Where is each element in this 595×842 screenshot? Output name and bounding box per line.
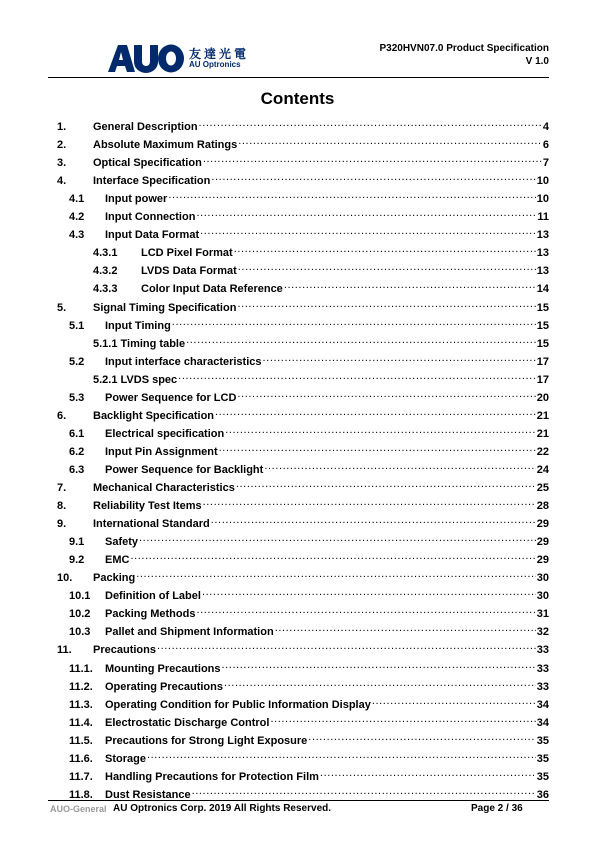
toc-entry-title: Mechanical Characteristics (93, 482, 235, 494)
toc-leader-dots (224, 676, 536, 690)
toc-entry[interactable] (57, 513, 549, 531)
toc-entry-page: 30 (536, 590, 549, 603)
toc-entry-number: 2. (57, 139, 67, 152)
toc-leader-dots (320, 766, 536, 780)
logo-english-name: AU Optronics (189, 60, 241, 69)
toc-entry[interactable] (57, 170, 549, 188)
toc-entry-page: 11 (537, 211, 549, 224)
toc-entry-number: 11.6. (69, 752, 93, 765)
toc-entry-page: 30 (536, 572, 549, 585)
toc-entry-page: 36 (536, 788, 549, 801)
toc-entry-title: Optical Specification (93, 157, 202, 170)
toc-entry[interactable] (57, 405, 549, 422)
toc-entry-page: 6 (542, 139, 549, 152)
toc-leader-dots (196, 206, 536, 220)
toc-entry-title: Operating Condition for Public Information Display (105, 698, 371, 711)
toc-entry-number: 6.2 (69, 445, 85, 458)
toc-entry-number: 5.1 (69, 319, 85, 332)
toc-entry-number: 4.3.2 (93, 265, 118, 278)
toc-entry-page: 29 (536, 554, 549, 567)
toc-entry-number: 11.4. (69, 716, 93, 729)
toc-entry-title: LVDS Data Format (141, 265, 237, 278)
toc-entry[interactable] (69, 549, 549, 567)
toc-entry-number: 10. (57, 572, 73, 585)
toc-leader-dots (225, 423, 536, 437)
toc-entry-title: Mounting Precautions (105, 662, 221, 675)
toc-entry-page: 10 (536, 193, 549, 206)
toc-entry[interactable] (69, 621, 549, 639)
toc-leader-dots (270, 712, 535, 726)
toc-leader-dots (308, 730, 535, 744)
toc-entry-number: 10.2 (69, 608, 91, 621)
toc-entry[interactable] (69, 188, 549, 206)
toc-entry[interactable] (69, 315, 549, 332)
toc-leader-dots (139, 531, 536, 545)
toc-entry[interactable] (57, 134, 549, 152)
toc-entry[interactable] (69, 206, 549, 224)
auo-logo (108, 42, 184, 76)
toc-entry-number: 3. (57, 157, 67, 170)
toc-entry[interactable] (93, 260, 549, 278)
toc-entry-page: 32 (536, 626, 549, 639)
toc-leader-dots (157, 639, 536, 653)
toc-entry-title: Precautions for Strong Light Exposure (105, 734, 308, 747)
toc-entry-page: 13 (536, 247, 549, 260)
toc-entry-page: 17 (536, 373, 549, 386)
toc-entry[interactable] (69, 351, 549, 368)
document-title: P320HVN07.0 Product Specification (379, 43, 549, 54)
toc-entry-number: 9.1 (69, 536, 85, 549)
toc-entry[interactable] (93, 242, 549, 260)
toc-entry-page: 25 (536, 482, 549, 494)
toc-entry-page: 20 (536, 391, 549, 404)
toc-leader-dots (199, 116, 542, 130)
toc-leader-dots (178, 369, 536, 383)
toc-entry-title: LCD Pixel Format (141, 247, 233, 260)
footer-divider (48, 800, 549, 801)
toc-entry[interactable] (93, 333, 549, 350)
toc-entry-page: 28 (536, 500, 549, 513)
toc-leader-dots (172, 315, 536, 329)
toc-entry-number: 4.1 (69, 193, 85, 206)
logo-chinese-name: 友達光電 (189, 47, 250, 61)
document-version: V 1.0 (525, 56, 549, 67)
toc-entry-number: 5. (57, 301, 67, 314)
toc-entry-page: 4 (542, 121, 549, 133)
toc-entry-page: 35 (536, 770, 549, 783)
toc-entry-page: 33 (536, 644, 549, 657)
toc-entry[interactable] (57, 116, 549, 133)
toc-entry[interactable] (57, 567, 549, 585)
footer-page-number: Page 2 / 36 (471, 803, 523, 814)
toc-entry-page: 29 (536, 518, 549, 531)
toc-entry-page: 17 (536, 355, 549, 368)
toc-entry-title: Input Pin Assignment (105, 445, 218, 458)
toc-entry[interactable] (69, 658, 549, 675)
toc-entry[interactable] (57, 477, 549, 494)
toc-entry[interactable] (69, 459, 549, 476)
toc-entry-number: 9. (57, 518, 67, 531)
toc-entry-page: 31 (536, 608, 549, 621)
toc-entry-page: 14 (536, 283, 549, 296)
toc-entry-number: 4.3 (69, 229, 85, 242)
toc-entry-number: 8. (57, 500, 67, 513)
toc-entry[interactable] (69, 676, 549, 693)
toc-leader-dots (203, 152, 542, 166)
footer-copyright: AU Optronics Corp. 2019 All Rights Reserved. (113, 803, 332, 814)
toc-entry-page: 29 (536, 536, 549, 549)
toc-entry-title: Reliability Test Items (93, 500, 202, 513)
toc-entry-number: 11.8. (69, 788, 93, 801)
toc-entry-title: 5.2.1 LVDS spec (93, 373, 178, 386)
toc-entry-page: 21 (536, 427, 549, 440)
toc-entry-number: 4.3.1 (93, 247, 118, 260)
toc-entry-page: 35 (536, 752, 549, 765)
toc-entry[interactable] (69, 531, 549, 549)
toc-leader-dots (236, 477, 536, 491)
toc-leader-dots (192, 784, 536, 798)
toc-entry-title: Safety (105, 536, 139, 549)
toc-entry[interactable] (69, 784, 549, 801)
toc-entry[interactable] (69, 423, 549, 440)
toc-entry-title: Power Sequence for LCD (105, 391, 237, 404)
header-divider (48, 77, 549, 78)
toc-entry-number: 11.2. (69, 680, 93, 693)
toc-leader-dots (284, 278, 536, 292)
toc-leader-dots (238, 134, 542, 148)
toc-entry-number: 11.1. (69, 662, 93, 675)
toc-leader-dots (219, 441, 536, 455)
toc-entry-page: 15 (536, 337, 549, 350)
toc-entry[interactable] (69, 712, 549, 729)
toc-entry-title: Power Sequence for Backlight (105, 463, 264, 476)
toc-entry-number: 11. (57, 644, 72, 657)
toc-entry-title: Backlight Specification (93, 409, 215, 422)
toc-entry-title: Definition of Label (105, 590, 201, 603)
toc-entry-number: 5.2 (69, 355, 85, 368)
toc-leader-dots (237, 297, 535, 311)
toc-entry[interactable] (93, 278, 549, 296)
toc-leader-dots (215, 405, 536, 419)
toc-entry-number: 4.2 (69, 211, 85, 224)
toc-leader-dots (203, 495, 536, 509)
toc-entry-title: Pallet and Shipment Information (105, 626, 274, 639)
toc-entry-number: 9.2 (69, 554, 85, 567)
footer-classification: AUO-General (50, 804, 107, 814)
toc-leader-dots (222, 658, 536, 672)
toc-entry-title: EMC (105, 554, 130, 567)
toc-entry-number: 4. (57, 175, 67, 188)
toc-entry-title: Signal Timing Specification (93, 301, 237, 314)
toc-entry-title: 5.1.1 Timing table (93, 337, 186, 350)
contents-heading: Contents (260, 89, 335, 108)
toc-leader-dots (130, 549, 535, 563)
toc-leader-dots (200, 224, 536, 238)
toc-entry[interactable] (69, 387, 549, 404)
toc-leader-dots (234, 242, 536, 256)
toc-entry-number: 5.3 (69, 391, 85, 404)
toc-entry-title: Operating Precautions (105, 680, 223, 693)
toc-entry-title: Packing Methods (105, 608, 196, 621)
toc-entry-page: 15 (536, 301, 549, 314)
toc-entry-page: 13 (536, 265, 549, 278)
toc-entry-number: 11.5. (69, 734, 93, 747)
toc-entry-title: Input power (105, 193, 168, 206)
toc-entry-page: 24 (536, 463, 549, 476)
toc-leader-dots (264, 459, 535, 473)
toc-entry[interactable] (69, 766, 549, 783)
toc-entry-title: Color Input Data Reference (141, 283, 283, 296)
toc-entry-title: International Standard (93, 518, 210, 531)
toc-entry-page: 7 (542, 157, 549, 170)
toc-entry-number: 6.3 (69, 463, 85, 476)
toc-entry[interactable] (93, 369, 549, 386)
toc-leader-dots (211, 513, 536, 527)
toc-entry-number: 11.7. (69, 770, 93, 783)
toc-entry[interactable] (69, 748, 549, 765)
toc-entry-page: 34 (536, 698, 549, 711)
toc-leader-dots (275, 621, 536, 635)
toc-entry-number: 7. (57, 482, 67, 494)
toc-entry[interactable] (69, 603, 549, 621)
toc-entry[interactable] (69, 730, 549, 747)
toc-entry-number: 10.3 (69, 626, 91, 639)
toc-leader-dots (147, 748, 536, 762)
toc-entry-number: 6. (57, 409, 67, 422)
toc-entry-page: 34 (536, 716, 549, 729)
toc-entry-page: 15 (536, 319, 549, 332)
toc-entry-title: Handling Precautions for Protection Film (105, 770, 319, 783)
toc-leader-dots (263, 351, 536, 365)
toc-entry-page: 21 (536, 409, 549, 422)
toc-leader-dots (238, 260, 536, 274)
toc-entry[interactable] (69, 441, 549, 458)
toc-entry-title: Electrical specification (105, 427, 225, 440)
toc-entry-page: 13 (536, 229, 549, 242)
toc-entry-page: 22 (536, 445, 549, 458)
toc-entry-number: 4.3.3 (93, 283, 118, 296)
toc-entry-number: 6.1 (69, 427, 85, 440)
toc-entry[interactable] (69, 224, 549, 242)
page-header (0, 0, 595, 80)
toc-entry-title: Input Timing (105, 319, 171, 332)
toc-entry-title: Precautions (93, 644, 156, 657)
toc-leader-dots (186, 333, 536, 347)
toc-entry[interactable] (69, 585, 549, 603)
toc-entry-title: Storage (105, 752, 146, 765)
toc-leader-dots (136, 567, 536, 581)
toc-leader-dots (211, 170, 535, 184)
toc-entry-title: General Description (93, 121, 198, 133)
toc-entry-page: 10 (536, 175, 549, 188)
toc-entry-title: Packing (93, 572, 136, 585)
toc-entry-title: Absolute Maximum Ratings (93, 139, 238, 152)
toc-entry[interactable] (57, 495, 549, 513)
toc-leader-dots (202, 585, 536, 599)
toc-entry-title: Input interface characteristics (105, 355, 262, 368)
toc-entry-title: Electrostatic Discharge Control (105, 716, 270, 729)
toc-entry-title: Input Data Format (105, 229, 200, 242)
toc-entry[interactable] (57, 152, 549, 170)
toc-entry-page: 33 (536, 662, 549, 675)
toc-entry-number: 10.1 (69, 590, 91, 603)
toc-entry-page: 35 (536, 734, 549, 747)
toc-entry-page: 33 (536, 680, 549, 693)
toc-entry[interactable] (57, 297, 549, 314)
toc-entry-number: 11.3. (69, 698, 93, 711)
toc-entry-number: 1. (57, 121, 67, 133)
toc-entry-title: Input Connection (105, 211, 196, 224)
toc-leader-dots (372, 694, 536, 708)
toc-leader-dots (196, 603, 535, 617)
toc-entry[interactable] (69, 694, 549, 711)
toc-entry[interactable] (57, 639, 549, 657)
toc-entry-title: Dust Resistance (105, 788, 191, 801)
toc-leader-dots (237, 387, 535, 401)
toc-leader-dots (168, 188, 535, 202)
toc-entry-title: Interface Specification (93, 175, 211, 188)
